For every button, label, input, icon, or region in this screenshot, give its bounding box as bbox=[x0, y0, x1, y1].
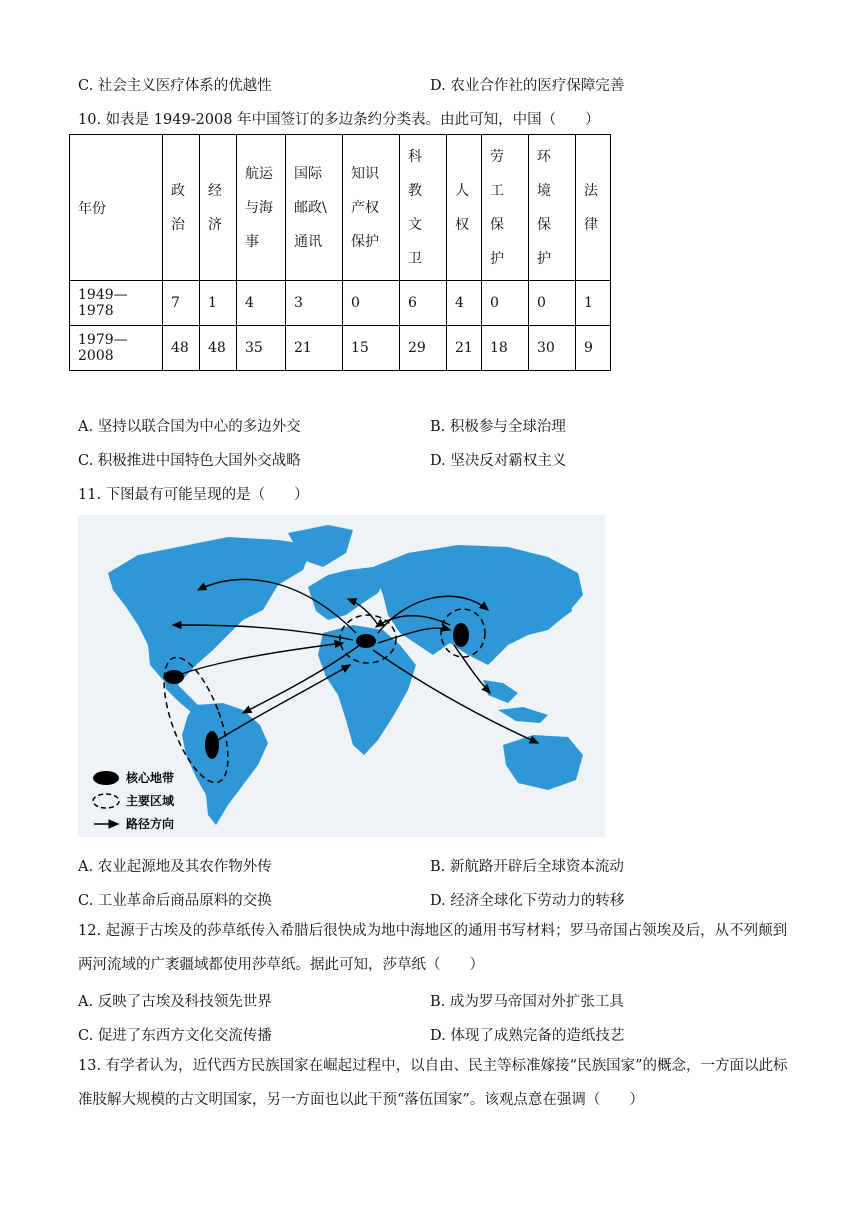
cell: 21 bbox=[286, 326, 343, 371]
q13-stem: 13. 有学者认为，近代西方民族国家在崛起过程中，以自由、民主等标准嫁接“民族国家”的概念，一方面以此标准肢解大规模的古文明国家，另一方面也以此干预“落伍国家”。该观点意在强调（ ） bbox=[78, 1058, 788, 1108]
cat-labor: 劳 工 保 护 bbox=[482, 135, 529, 281]
cat-ip: 知识 产权 保护 bbox=[343, 135, 400, 281]
table-row bbox=[70, 326, 611, 371]
q10-option-c: C. 积极推进中国特色大国外交战略 bbox=[78, 453, 301, 469]
cell: 4 bbox=[447, 281, 482, 326]
cat-science-edu: 科 教 文 卫 bbox=[400, 135, 447, 281]
cell: 4 bbox=[237, 281, 286, 326]
q9-option-c: C. 社会主义医疗体系的优越性 bbox=[78, 78, 272, 94]
core-andes bbox=[205, 731, 219, 759]
q10-option-b: B. 积极参与全球治理 bbox=[430, 419, 566, 435]
cell: 1 bbox=[576, 281, 611, 326]
world-map-svg bbox=[78, 515, 605, 837]
cell: 0 bbox=[343, 281, 400, 326]
cell: 9 bbox=[576, 326, 611, 371]
cell: 1 bbox=[200, 281, 237, 326]
q10-option-d: D. 坚决反对霸权主义 bbox=[430, 453, 567, 469]
year-header: 年份 bbox=[70, 135, 163, 281]
cat-law: 法 律 bbox=[576, 135, 611, 281]
cat-economy: 经 济 bbox=[200, 135, 237, 281]
cell: 18 bbox=[482, 326, 529, 371]
cat-politics: 政 治 bbox=[163, 135, 200, 281]
legend-core-label: 核心地带 bbox=[126, 771, 175, 785]
q12-option-c: C. 促进了东西方文化交流传播 bbox=[78, 1028, 272, 1044]
world-map-figure bbox=[78, 515, 605, 837]
q10-option-a: A. 坚持以联合国为中心的多边外交 bbox=[78, 419, 301, 435]
q12-option-d: D. 体现了成熟完备的造纸技艺 bbox=[430, 1028, 625, 1044]
cat-environment: 环 境 保 护 bbox=[529, 135, 576, 281]
q11-option-c: C. 工业革命后商品原料的交换 bbox=[78, 893, 272, 909]
cell: 3 bbox=[286, 281, 343, 326]
cell: 30 bbox=[529, 326, 576, 371]
q11-stem: 11. 下图最有可能呈现的是（ ） bbox=[78, 487, 309, 503]
core-china bbox=[453, 623, 469, 647]
table-row bbox=[70, 281, 611, 326]
cell: 0 bbox=[482, 281, 529, 326]
cell: 15 bbox=[343, 326, 400, 371]
cell: 7 bbox=[163, 281, 200, 326]
cell: 0 bbox=[529, 281, 576, 326]
cell: 29 bbox=[400, 326, 447, 371]
q12-option-b: B. 成为罗马帝国对外扩张工具 bbox=[430, 994, 624, 1010]
q10-stem: 10. 如表是 1949-2008 年中国签订的多边条约分类表。由此可知，中国（ ） bbox=[78, 112, 600, 128]
cell: 35 bbox=[237, 326, 286, 371]
row-period: 1979—2008 bbox=[70, 326, 163, 371]
cat-postal: 国际 邮政\ 通讯 bbox=[286, 135, 343, 281]
q12-stem: 12. 起源于古埃及的莎草纸传入希腊后很快成为地中海地区的通用书写材料；罗马帝国占领埃及后，从不列颠到两河流域的广袤疆域都使用莎草纸。据此可知，莎草纸（ ） bbox=[78, 923, 788, 973]
cat-shipping: 航运 与海 事 bbox=[237, 135, 286, 281]
cell: 48 bbox=[200, 326, 237, 371]
q12-option-a: A. 反映了古埃及科技领先世界 bbox=[78, 994, 272, 1010]
cell: 6 bbox=[400, 281, 447, 326]
q11-option-a: A. 农业起源地及其农作物外传 bbox=[78, 859, 272, 875]
cat-human-rights: 人 权 bbox=[447, 135, 482, 281]
legend-core-swatch bbox=[93, 771, 119, 785]
cell: 21 bbox=[447, 326, 482, 371]
q9-option-d: D. 农业合作社的医疗保障完善 bbox=[430, 78, 625, 94]
q11-option-b: B. 新航路开辟后全球资本流动 bbox=[430, 859, 624, 875]
treaty-table bbox=[69, 134, 611, 371]
row-period: 1949—1978 bbox=[70, 281, 163, 326]
legend-main-label: 主要区域 bbox=[126, 794, 175, 808]
core-mesoamerica bbox=[164, 670, 184, 684]
cell: 48 bbox=[163, 326, 200, 371]
q11-option-d: D. 经济全球化下劳动力的转移 bbox=[430, 893, 625, 909]
legend-route-label: 路径方向 bbox=[126, 817, 175, 831]
